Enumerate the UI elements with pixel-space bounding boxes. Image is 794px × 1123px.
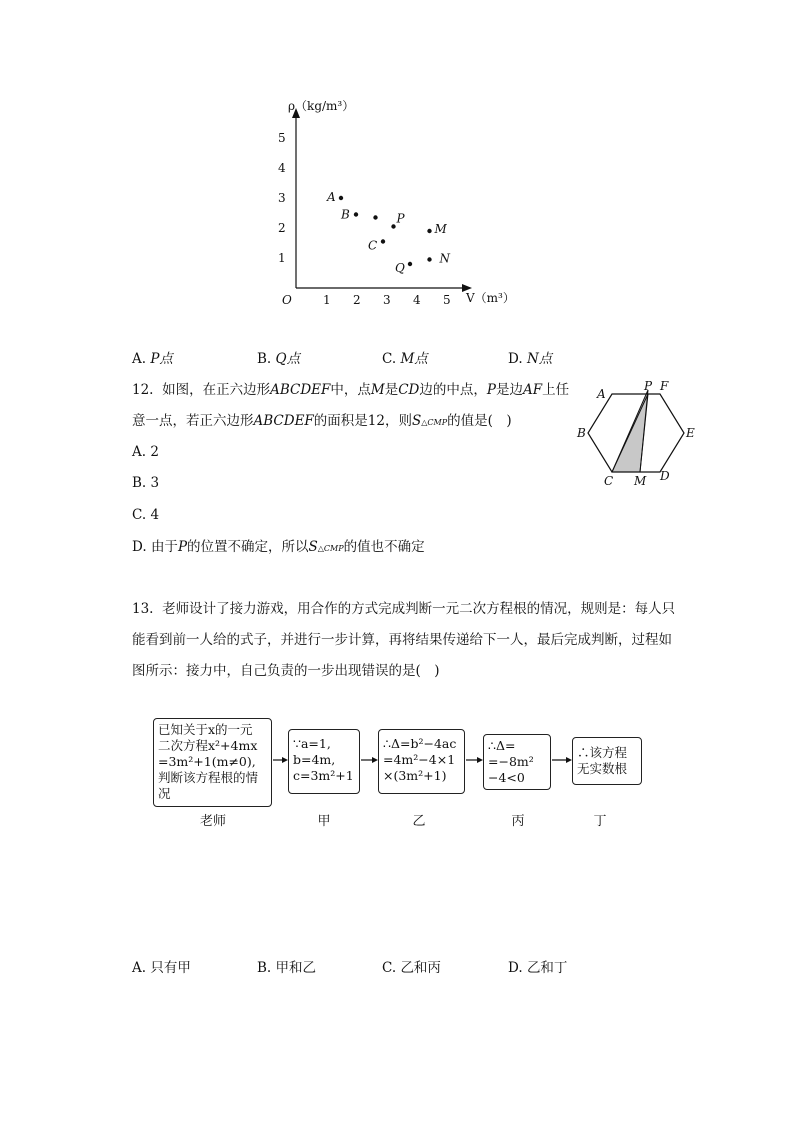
flow-box-bing: ∴Δ= =−8m² −4<0	[483, 734, 551, 790]
data-point-a	[339, 196, 343, 200]
q12-stem-line2: 意一点，若正六边形ABCDEF的面积是12，则S△CMP的值是( )	[132, 413, 512, 429]
x-tick-label: 1	[323, 293, 331, 307]
point-label-p: P	[396, 211, 405, 226]
y-tick-label: 5	[278, 131, 286, 145]
flow-box-yi: ∴Δ=b²−4ac =4m²−4×1 ×(3m²+1)	[378, 729, 465, 794]
x-tick-label: 5	[443, 293, 451, 307]
y-tick-label: 4	[278, 161, 286, 175]
q12-stem-line1: 12. 如图，在正六边形ABCDEF中，点M是CD边的中点，P是边AF上任	[132, 382, 570, 398]
vertex-f-label: F	[660, 379, 669, 393]
q11-option-a: A. P点	[132, 351, 173, 367]
arrowhead-2	[372, 757, 378, 763]
arrowhead-4	[566, 757, 572, 763]
point-label-n: N	[439, 251, 450, 266]
q13-option-d: D. 乙和丁	[508, 960, 568, 976]
data-point	[373, 215, 377, 219]
y-tick-label: 2	[278, 221, 286, 235]
vertex-c-label: C	[604, 474, 614, 488]
q12-option-c: C. 4	[132, 507, 160, 523]
flow-box-teacher: 已知关于x的一元 二次方程x²+4mx =3m²+1(m≠0), 判断该方程根的情 况	[153, 718, 272, 807]
data-point-b	[354, 212, 358, 216]
tick-labels	[278, 131, 451, 307]
person-label-teacher: 老师	[199, 814, 226, 829]
point-label-b: B	[341, 207, 350, 222]
arrowhead-1	[282, 757, 288, 763]
q13-stem-line3: 图所示：接力中，自己负责的一步出现错误的是( )	[132, 663, 440, 679]
person-label-bing: 丙	[511, 814, 525, 829]
point-label-c: C	[368, 238, 378, 253]
vertex-e-label: E	[686, 426, 695, 440]
point-label-a: A	[327, 190, 336, 204]
x-tick-label: 3	[383, 293, 391, 307]
q13-stem-line1: 13. 老师设计了接力游戏，用合作的方式完成判断一元二次方程根的情况，规则是：每人只	[132, 601, 676, 617]
y-tick-label: 1	[278, 251, 286, 265]
data-point-n	[427, 257, 431, 261]
vertex-d-label: D	[660, 469, 670, 483]
q13-option-b: B. 甲和乙	[257, 960, 317, 976]
y-axis-label: ρ（kg/m³）	[288, 99, 355, 113]
person-label-yi: 乙	[412, 814, 426, 829]
flow-box-ding: ∴该方程 无实数根	[572, 737, 642, 785]
data-points	[326, 190, 451, 275]
point-m-label: M	[634, 474, 647, 488]
data-point-m	[427, 229, 431, 233]
q11-option-d: D. N点	[508, 351, 553, 367]
q13-option-a: A. 只有甲	[132, 960, 191, 976]
data-point-p	[391, 224, 395, 228]
y-tick-label: 3	[278, 191, 286, 205]
arrowhead-3	[477, 757, 483, 763]
data-point-q	[408, 262, 412, 266]
q12-option-b: B. 3	[132, 475, 160, 491]
origin-label: O	[282, 293, 292, 307]
x-tick-label: 2	[353, 293, 361, 307]
person-label-jia: 甲	[317, 814, 331, 829]
flow-box-jia: ∵a=1, b=4m, c=3m²+1	[288, 729, 360, 794]
vertex-b-label: B	[577, 426, 586, 440]
q12-option-a: A. 2	[132, 444, 159, 460]
point-label-q: Q	[395, 261, 405, 275]
person-label-ding: 丁	[593, 814, 607, 829]
q12-option-d: D. 由于P的位置不确定，所以S△CMP的值也不确定	[132, 539, 425, 555]
vertex-a-label: A	[597, 387, 606, 401]
x-axis-label: V（m³）	[466, 291, 515, 305]
flow-arrows	[270, 750, 580, 770]
q13-option-c: C. 乙和丙	[382, 960, 441, 976]
q13-stem-line2: 能看到前一人给的式子，并进行一步计算，再将结果传递给下一人，最后完成判断，过程如	[132, 632, 672, 648]
q11-option-b: B. Q点	[257, 351, 301, 367]
q11-option-c: C. M点	[382, 351, 428, 367]
hexagon-figure	[572, 376, 700, 488]
data-point-c	[381, 239, 385, 243]
point-label-m: M	[434, 222, 447, 236]
point-p-label: P	[644, 379, 653, 393]
x-tick-label: 4	[413, 293, 421, 307]
density-volume-scatter	[270, 92, 530, 312]
